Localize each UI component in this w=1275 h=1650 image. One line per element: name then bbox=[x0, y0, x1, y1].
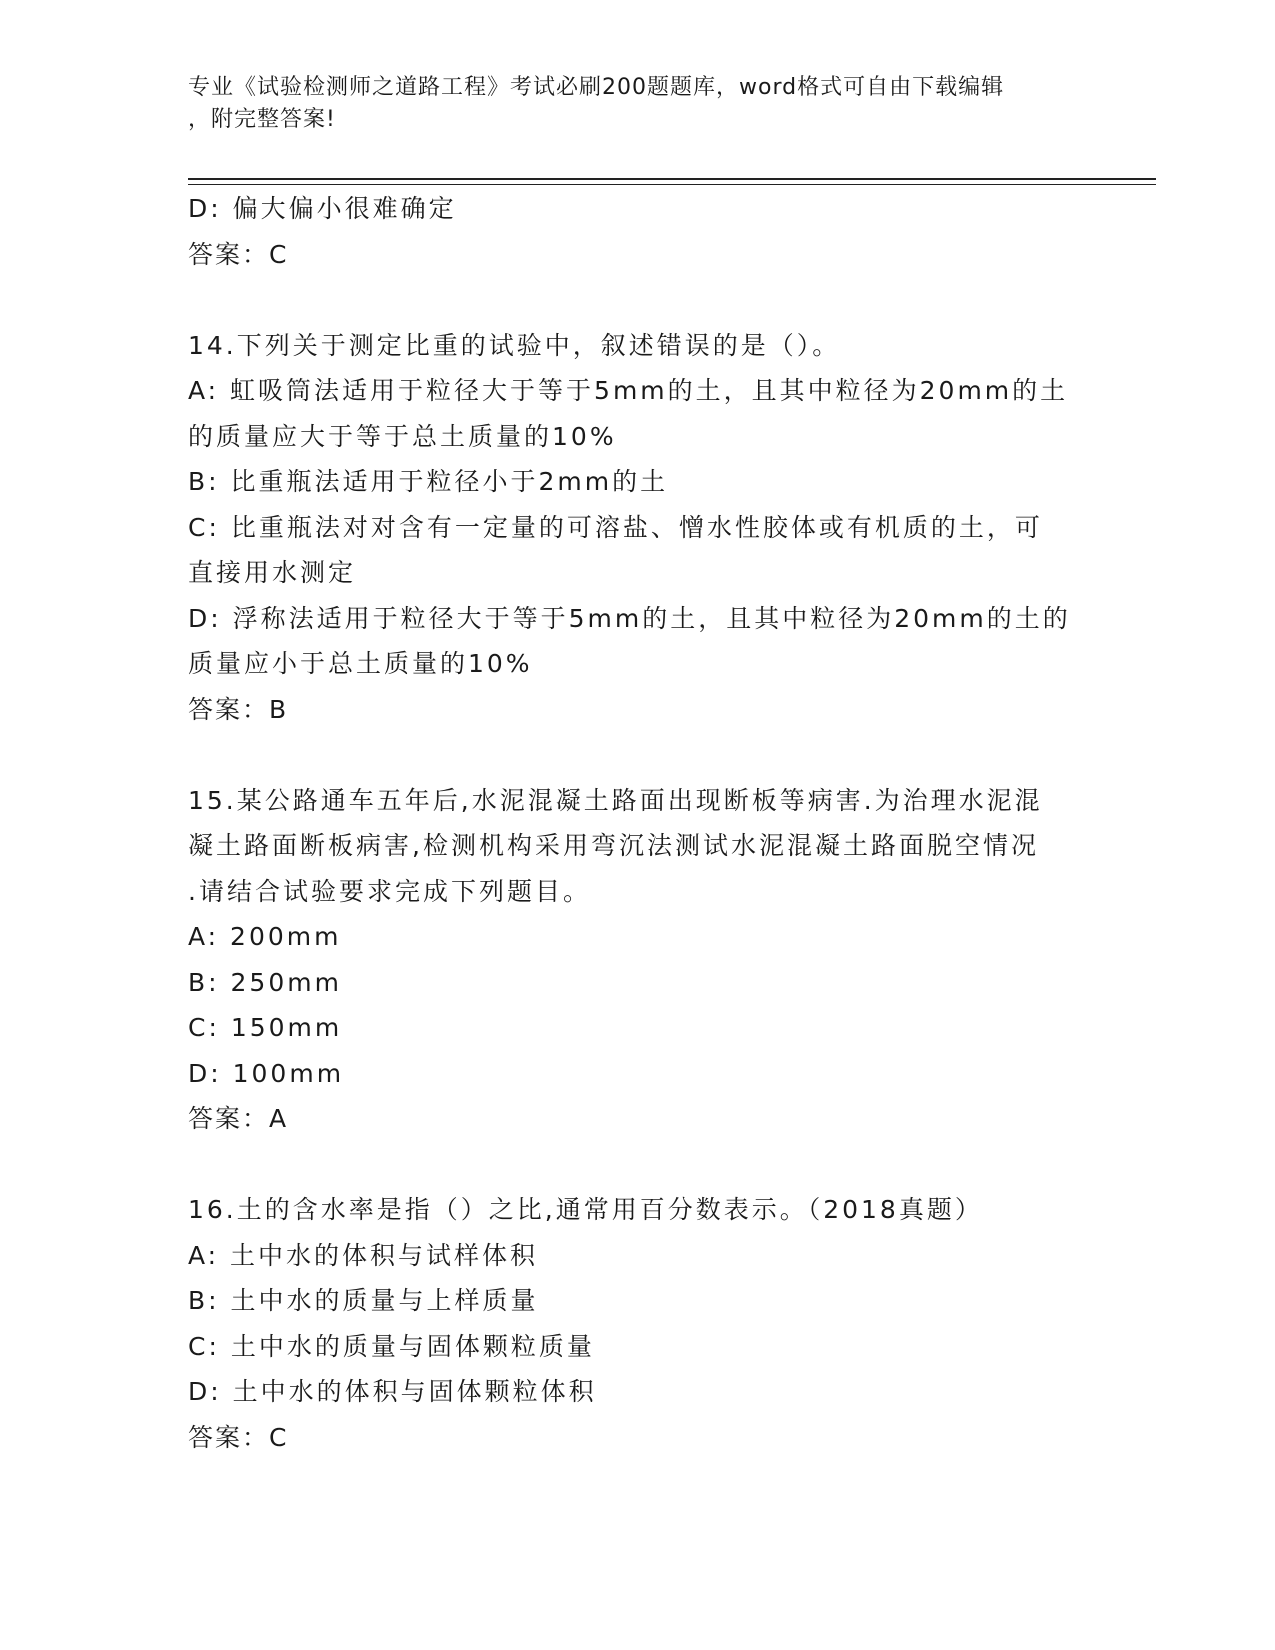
option-a: A: 200mm bbox=[188, 922, 342, 951]
question-16 bbox=[188, 1187, 1088, 1460]
question-line: 15.某公路通车五年后,水泥混凝土路面出现断板等病害.为治理水泥混 bbox=[188, 785, 1043, 815]
option-b: B: 250mm bbox=[188, 967, 342, 997]
option-d-cont: 质量应小于总土质量的10% bbox=[188, 649, 533, 678]
option-a: A: 虹吸筒法适用于粒径大于等于5mm的土，且其中粒径为20mm的土 bbox=[188, 376, 1069, 405]
option-d: D: 偏大偏小很难确定 bbox=[188, 194, 457, 223]
question-line-cont: 凝土路面断板病害,检测机构采用弯沉法测试水泥混凝土路面脱空情况 bbox=[188, 831, 1039, 860]
question-14 bbox=[188, 323, 1088, 733]
spacer bbox=[188, 1142, 1088, 1188]
answer-line: 答案：A bbox=[188, 1104, 289, 1133]
question-line: 16.土的含水率是指（）之比,通常用百分数表示。（2018真题） bbox=[188, 1195, 983, 1224]
header-line-2: ，附完整答案! bbox=[188, 107, 336, 132]
option-a: A: 土中水的体积与试样体积 bbox=[188, 1240, 539, 1270]
option-b: B: 土中水的质量与上样质量 bbox=[188, 1286, 539, 1315]
question-line-cont: .请结合试验要求完成下列题目。 bbox=[188, 876, 591, 906]
option-d: D: 100mm bbox=[188, 1058, 345, 1088]
option-c: C: 比重瓶法对对含有一定量的可溶盐、憎水性胶体或有机质的土，可 bbox=[188, 512, 1043, 542]
document-body bbox=[188, 186, 1088, 1460]
header-line-1: 专业《试验检测师之道路工程》考试必刷200题题库，word格式可自由下载编辑 bbox=[188, 75, 1005, 100]
question-15 bbox=[188, 778, 1088, 1142]
spacer bbox=[188, 732, 1088, 778]
header-divider bbox=[188, 178, 1156, 185]
option-c: C: 土中水的质量与固体颗粒质量 bbox=[188, 1331, 595, 1361]
option-c-cont: 直接用水测定 bbox=[188, 558, 357, 587]
option-c: C: 150mm bbox=[188, 1013, 343, 1042]
answer-line: 答案：B bbox=[188, 694, 289, 724]
question-line: 14.下列关于测定比重的试验中，叙述错误的是（）。 bbox=[188, 330, 841, 360]
option-d: D: 土中水的体积与固体颗粒体积 bbox=[188, 1377, 597, 1406]
answer-line: 答案：C bbox=[188, 239, 289, 269]
spacer bbox=[188, 277, 1088, 323]
page-header bbox=[188, 72, 1088, 136]
option-b: B: 比重瓶法适用于粒径小于2mm的土 bbox=[188, 467, 669, 496]
previous-question-tail bbox=[188, 186, 1088, 277]
answer-line: 答案：C bbox=[188, 1422, 289, 1452]
option-a-cont: 的质量应大于等于总土质量的10% bbox=[188, 421, 617, 451]
option-d: D: 浮称法适用于粒径大于等于5mm的土，且其中粒径为20mm的土的 bbox=[188, 603, 1071, 633]
